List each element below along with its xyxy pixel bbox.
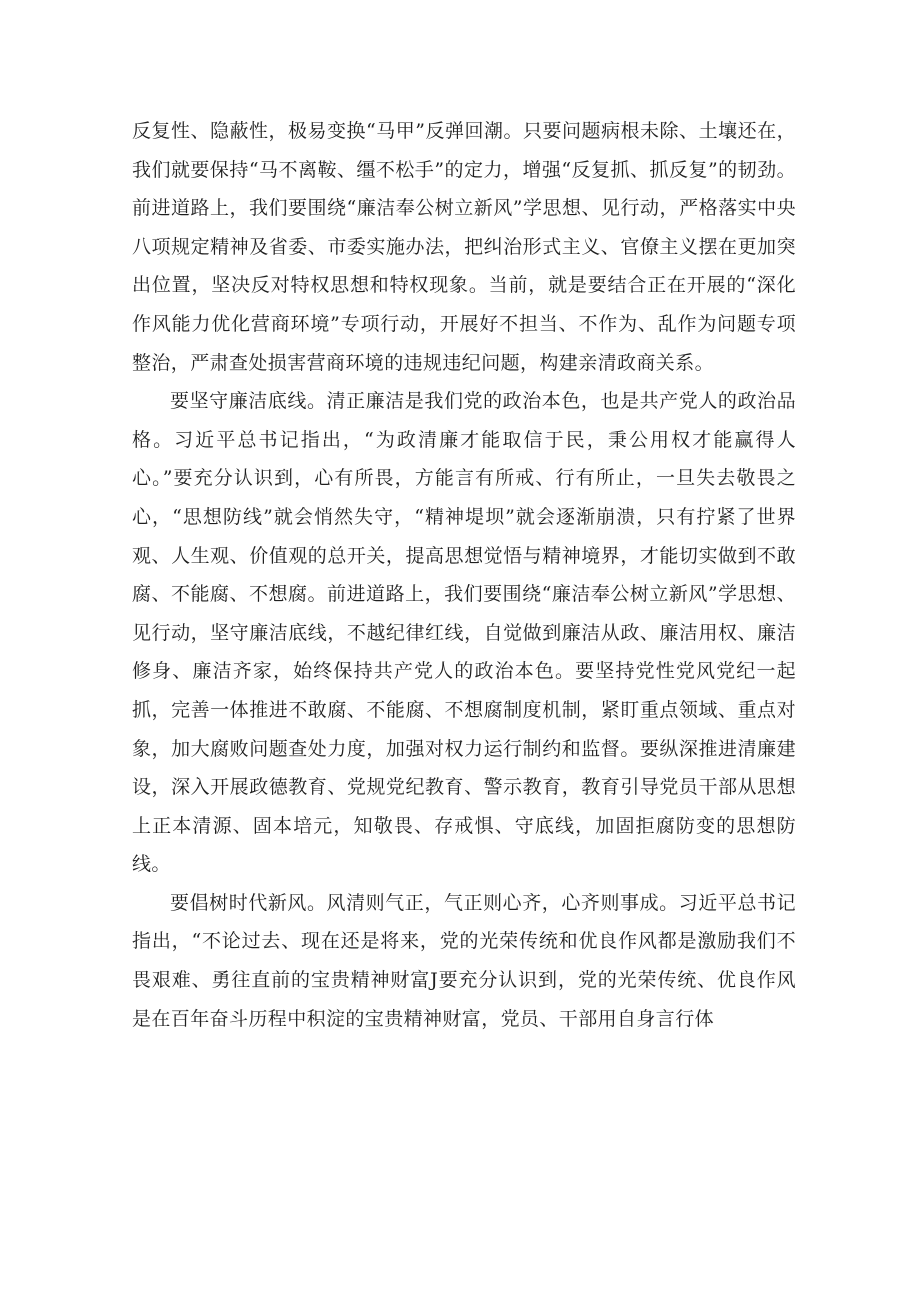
paragraph-integrity-bottom-line: 要坚守廉洁底线。清正廉洁是我们党的政治本色，也是共产党人的政治品格。习近平总书记指出，“为政清廉才能取信于民，秉公用权才能赢得人心。”要充分认识到，心有所畏，方能言有所戒、行有所止，一旦失去敬畏之心，“思想防线”就会悄然失守，“精神堤坝”就会逐渐崩溃，只有拧紧了世界观、人生观、价值观的总开关，提高思想觉悟与精神境界，才能切实做到不敢腐、不能腐、不想腐。前进道路上，我们要围绕“廉洁奉公树立新风”学思想、见行动，坚守廉洁底线，不越纪律红线，自觉做到廉洁从政、廉洁用权、廉洁修身、廉洁齐家，始终保持共产党人的政治本色。要坚持党性党风党纪一起抓，完善一体推进不敢腐、不能腐、不想腐制度机制，紧盯重点领域、重点对象，加大腐败问题查处力度，加强对权力运行制约和监督。要纵深推进清廉建设，深入开展政德教育、党规党纪教育、警示教育，教育引导党员干部从思想上正本清源、固本培元，知敬畏、存戒惧、守底线，加固拒腐防变的思想防线。 xyxy=(132,390,796,876)
paragraph-new-era-style: 要倡树时代新风。风清则气正，气正则心齐，心齐则事成。习近平总书记指出，“不论过去、现在还是将来，党的光荣传统和优良作风都是激励我们不畏艰难、勇往直前的宝贵精神财富J要充分认识到，党的光荣传统、优良作风是在百年奋斗历程中积淀的宝贵精神财富，党员、干部用自身言行体 xyxy=(132,891,796,1030)
document-body xyxy=(132,112,796,1038)
paragraph-continuation: 反复性、隐蔽性，极易变换“马甲”反弹回潮。只要问题病根未除、土壤还在，我们就要保持“马不离鞍、缰不松手”的定力，增强“反复抓、抓反复”的韧劲。前进道路上，我们要围绕“廉洁奉公树立新风”学思想、见行动，严格落实中央八项规定精神及省委、市委实施办法，把纠治形式主义、官僚主义摆在更加突出位置，坚决反对特权思想和特权现象。当前，就是要结合正在开展的“深化作风能力优化营商环境”专项行动，开展好不担当、不作为、乱作为问题专项整治，严肃查处损害营商环境的违规违纪问题，构建亲清政商关系。 xyxy=(132,120,796,374)
